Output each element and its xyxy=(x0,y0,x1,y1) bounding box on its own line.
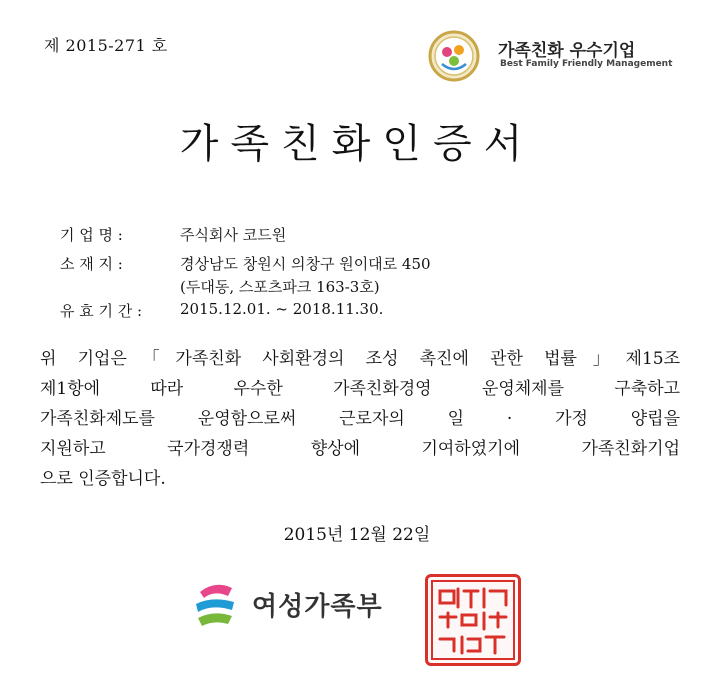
body-line: 가족친화제도를 운영함으로써 근로자의 일 · 가정 양립을 xyxy=(40,409,680,429)
field-label-company: 기 업 명 : xyxy=(60,226,123,244)
issuer-name: 여성가족부 xyxy=(252,592,383,622)
issue-date: 2015년 12월 22일 xyxy=(283,525,431,545)
field-value-address: 경상남도 창원시 의창구 원이대로 450 xyxy=(180,255,431,273)
body-line: 위 기업은「가족친화 사회환경의 조성 촉진에 관한 법률」제15조 xyxy=(40,349,680,369)
badge-subtitle: Best Family Friendly Management xyxy=(500,59,673,69)
certificate-body xyxy=(40,344,680,494)
family-friendly-badge xyxy=(428,30,672,82)
official-seal-stamp xyxy=(425,574,521,666)
body-line: 으로 인증합니다. xyxy=(40,469,166,489)
field-label-validity: 유 효 기 간 : xyxy=(60,302,143,320)
field-value-address-detail: (두대동, 스포츠파크 163-3호) xyxy=(180,278,380,296)
body-line: 지원하고 국가경쟁력 향상에 기여하였기에 가족친화기업 xyxy=(40,439,680,459)
badge-title: 가족친화 우수기업 xyxy=(498,41,636,61)
field-value-validity: 2015.12.01. ~ 2018.11.30. xyxy=(180,300,384,318)
field-label-address: 소 재 지 : xyxy=(60,255,123,273)
field-value-company: 주식회사 코드원 xyxy=(180,226,287,244)
certificate-number: 제 2015-271 호 xyxy=(44,36,168,55)
ministry-logo-icon xyxy=(190,578,240,630)
certificate-title: 가족친화인증서 xyxy=(179,121,535,167)
family-friendly-logo-icon xyxy=(428,30,480,82)
body-line: 제1항에 따라 우수한 가족친화경영 운영체제를 구축하고 xyxy=(40,379,680,399)
